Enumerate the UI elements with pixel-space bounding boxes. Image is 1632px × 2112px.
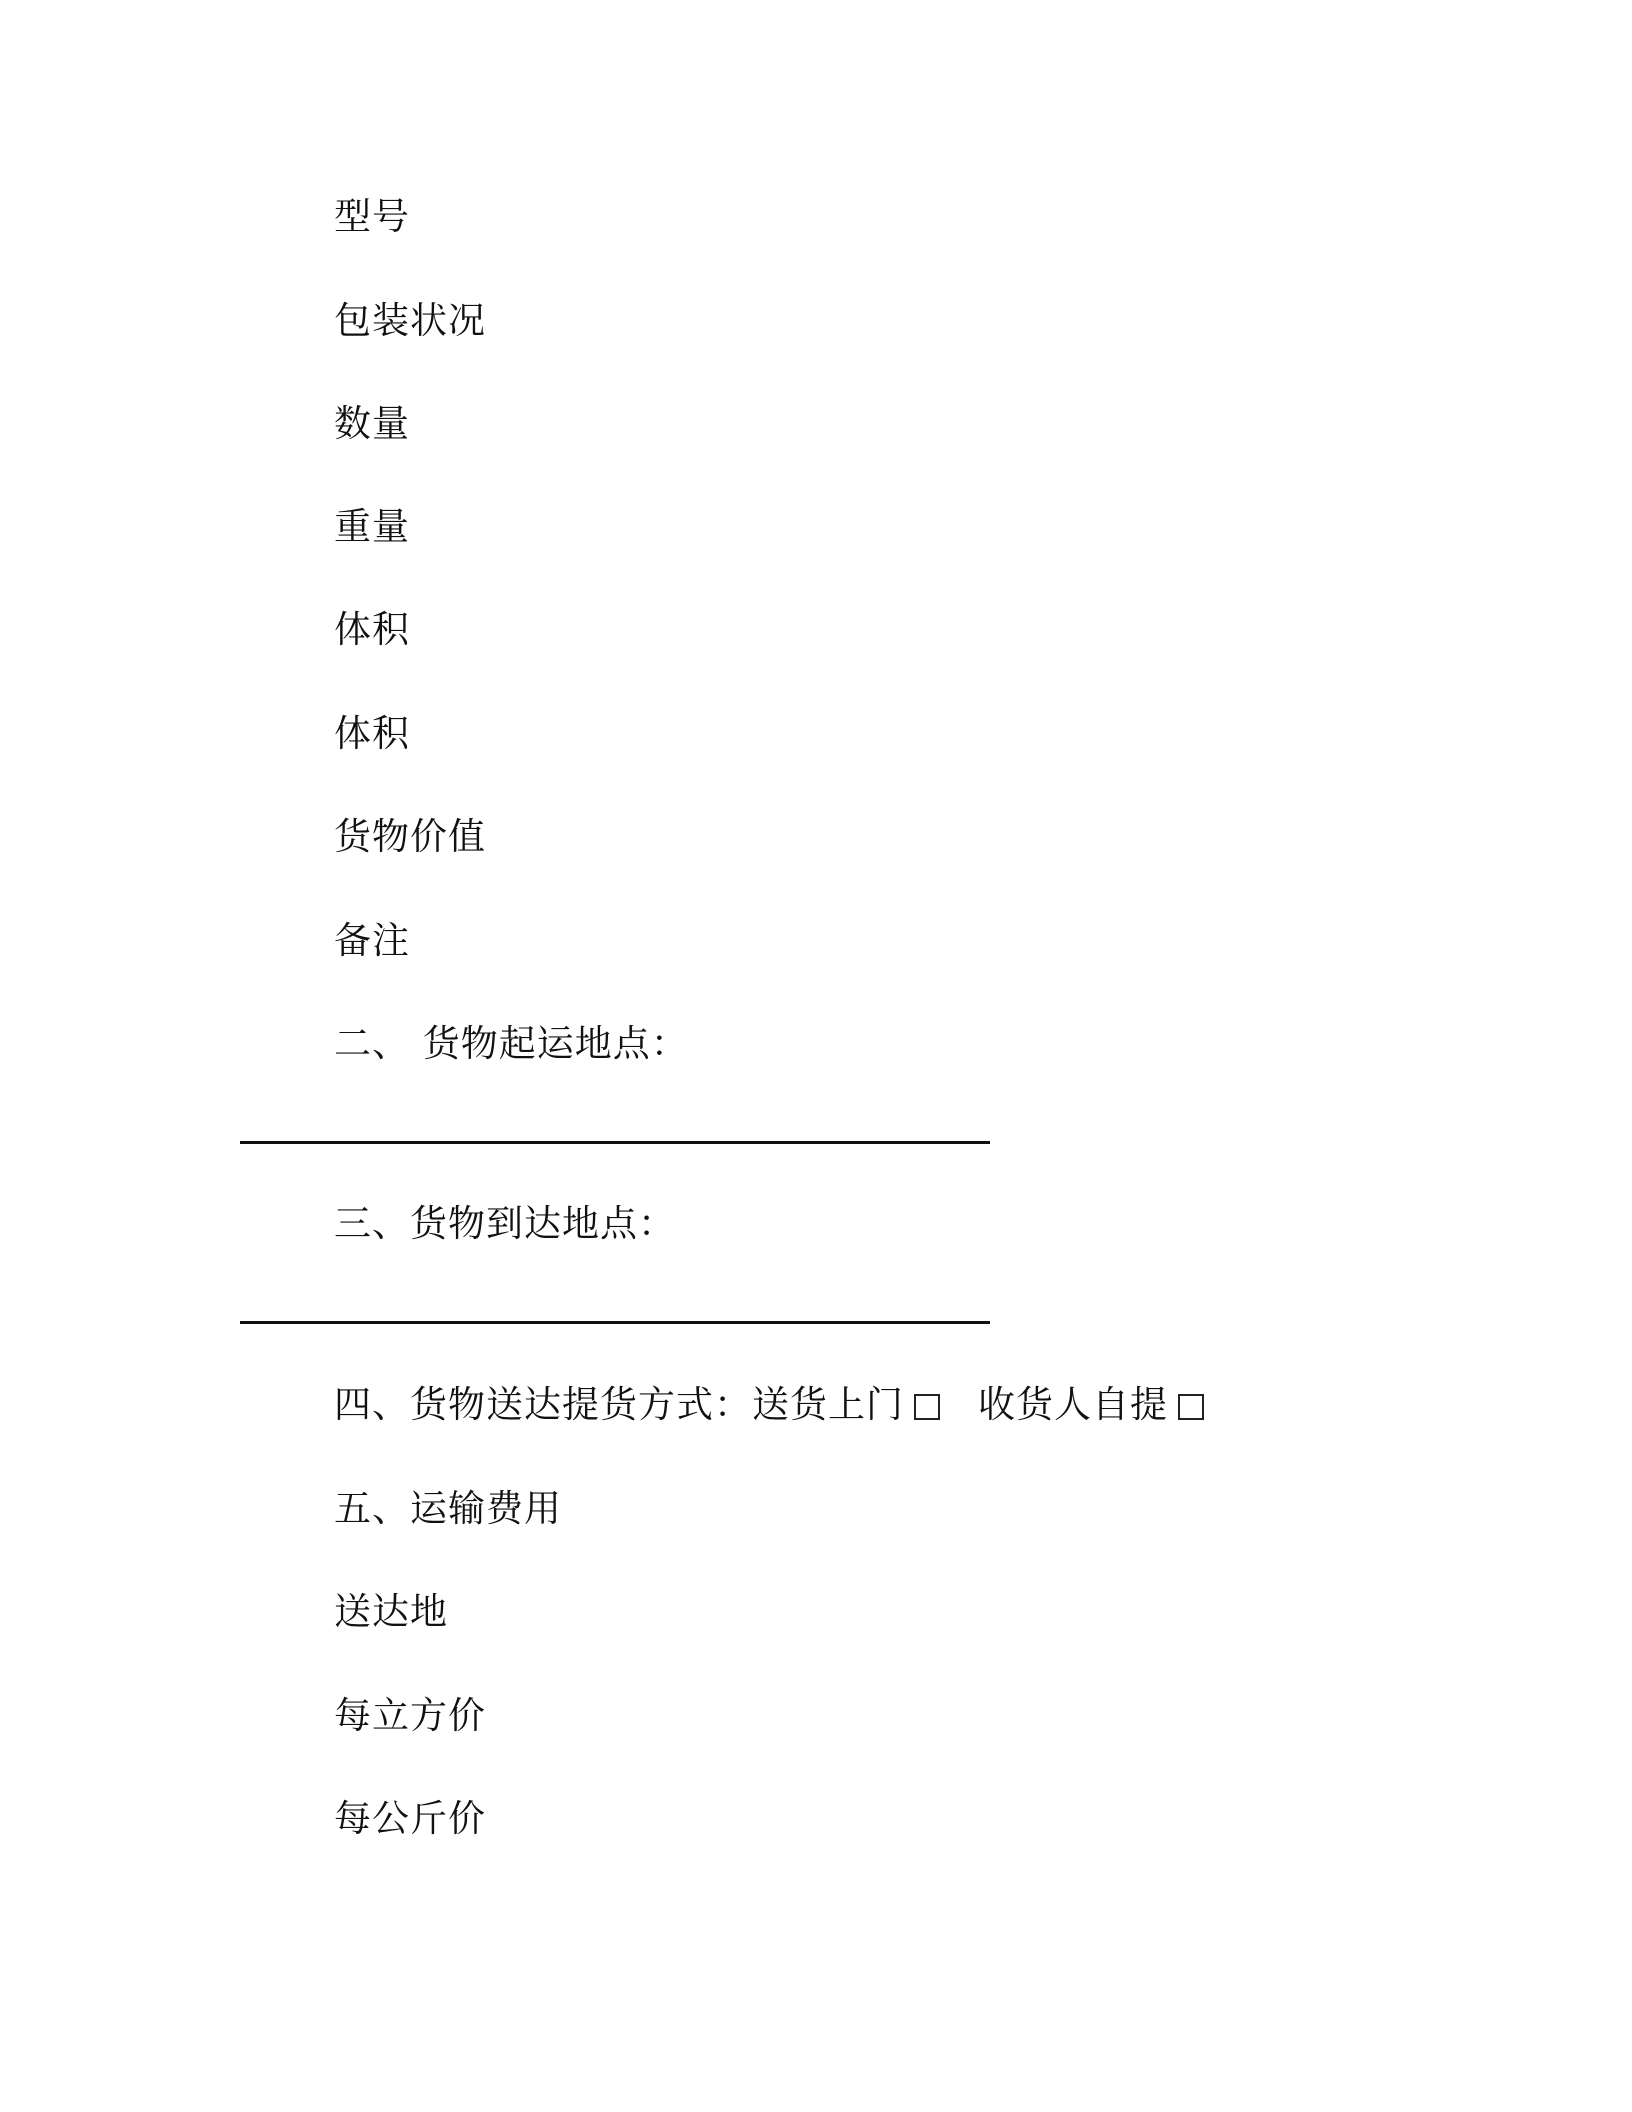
field-goods-value: 货物价值 [334,815,486,858]
delivery-method-label: 四、货物送达提货方式： [334,1383,752,1426]
field-packaging: 包装状况 [334,299,486,342]
destination-fill-line [240,1321,990,1324]
field-weight: 重量 [334,505,410,548]
origin-fill-line [240,1141,990,1144]
field-volume: 体积 [334,608,410,651]
field-destination: 送达地 [334,1590,448,1633]
field-remarks: 备注 [334,919,410,962]
option-door-delivery-label: 送货上门 [752,1383,904,1426]
field-price-per-cubic: 每立方价 [334,1694,486,1737]
option-self-pickup-label: 收货人自提 [978,1383,1168,1426]
section-origin-heading: 二、 货物起运地点： [334,1022,689,1065]
field-volume-repeat: 体积 [334,712,410,755]
door-delivery-checkbox[interactable] [914,1394,940,1420]
self-pickup-checkbox[interactable] [1178,1394,1204,1420]
section-freight-heading: 五、运输费用 [334,1487,562,1530]
field-price-per-kg: 每公斤价 [334,1797,486,1840]
section-destination-heading: 三、货物到达地点： [334,1202,676,1245]
section-delivery-method [334,1381,1204,1429]
field-model: 型号 [334,195,410,238]
field-quantity: 数量 [334,402,410,445]
